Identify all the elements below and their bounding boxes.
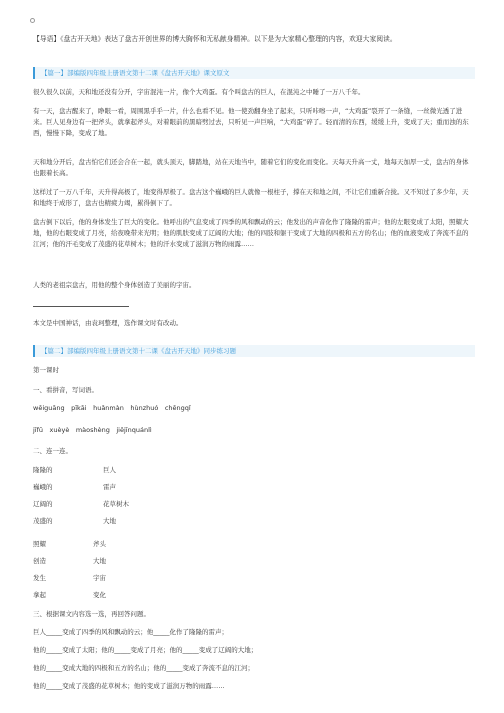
match2-right-4: 变化 (93, 591, 106, 599)
match-left-3: 辽阔的 (33, 500, 53, 508)
section-header-2 (33, 345, 475, 357)
match2-left-4: 拿起 (33, 591, 46, 599)
match2-left-1: 照耀 (33, 540, 46, 548)
footnote-text: 本文是中国神话，由袁珂整理，选作课文时有改动。 (33, 319, 183, 327)
match-left-2: 巍峨的 (33, 483, 53, 491)
period-label: 第一课时 (33, 366, 59, 374)
bullet-mark (30, 18, 35, 23)
pinyin-row-1: wēiguāng pīkāi huǎnmàn hùnzhuó chēngqǐ (33, 404, 191, 412)
paragraph-3: 天和地分开后，盘古怕它们还会合在一起，就头顶天，脚踏地，站在天地当中，随着它们的变化而变化。天每天升高一丈，地每天加厚一丈，盘古的身体也跟着长高。 (33, 158, 469, 177)
intro-text: 【导语】《盘古开天地》表达了盘古开创世界的博大胸怀和无私献身精神。以下是为大家精心整理的内容，欢迎大家阅读。 (33, 35, 397, 43)
match2-left-3: 发生 (33, 574, 46, 582)
section-title-2: 【篇二】部编版四年级上册语文第十二课《盘古开天地》同步练习题 (41, 347, 236, 355)
match-left-1: 隆隆的 (33, 466, 53, 474)
question-2: 二、连一连。 (33, 447, 72, 455)
question-1: 一、看拼音，写词语。 (33, 386, 98, 394)
paragraph-1: 很久很久以前，天和地还没有分开，宇宙混沌一片，像个大鸡蛋。有个叫盘古的巨人，在混沌之中睡了一万八千年。 (33, 88, 365, 96)
footnote-separator (33, 306, 129, 307)
fill-line-1: 巨人_____变成了四季的风和飘动的云；他_____化作了隆隆的雷声； (33, 628, 228, 636)
match-right-3: 花草树木 (103, 500, 129, 508)
match2-right-1: 斧头 (93, 540, 106, 548)
fill-line-3: 他的_____变成大地的四极和五方的名山；他的_____变成了奔流不息的江河； (33, 664, 254, 672)
match2-right-2: 大地 (93, 557, 106, 565)
match-left-4: 茂盛的 (33, 517, 53, 525)
match-right-1: 巨人 (103, 466, 116, 474)
question-3: 三、根据课文内容选一选，再回答问题。 (33, 610, 150, 618)
paragraph-5: 盘古倒下以后，他的身体发生了巨大的变化。他呼出的气息变成了四季的风和飘动的云；他发出的声音化作了隆隆的雷声；他的左眼变成了太阳，照耀大地，他的右眼变成了月亮，给夜晚带来光明；他的肌肤变成了辽阔的大地；他的四肢和躯干变成了大地的四极和五方的名山；他的血液变成了奔流不息的江河；他的汗毛变成了茂盛的花草树木；他的汗水变成了滋润万物的雨露…… (33, 218, 469, 248)
fill-line-4: 他的_____变成了茂盛的花草树木；他的变成了滋润万物的雨露…… (33, 682, 225, 690)
match2-right-3: 宇宙 (93, 574, 106, 582)
match2-left-2: 创造 (33, 557, 46, 565)
pinyin-row-2: jīfū xuèyè màoshèng jiějīnquánlì (33, 426, 152, 434)
section-header-1 (33, 67, 475, 79)
paragraph-2: 有一天，盘古醒来了，睁眼一看，周围黑乎乎一片，什么也看不见。他一使劲翻身坐了起来，只听咔嚓一声，“大鸡蛋”裂开了一条缝，一丝微光透了进来。巨人见身边有一把斧头，就拿起斧头，对着眼前的黑暗劈过去，只听见一声巨响，“大鸡蛋”碎了。轻而清的东西，缓缓上升，变成了天；重而浊的东西，慢慢下降，变成了地。 (33, 107, 469, 137)
fill-line-2: 他的_____变成了太阳；他的_____变成了月亮；他的_____变成了辽阔的大地； (33, 646, 258, 654)
match-right-2: 雷声 (103, 483, 116, 491)
paragraph-4: 这样过了一万八千年，天升得高极了，地变得厚极了。盘古这个巍峨的巨人就像一根柱子，撑在天和地之间，不让它们重新合拢。又不知过了多少年，天和地终于成形了，盘古也精疲力竭，累得倒下了。 (33, 188, 469, 207)
section-title-1: 【篇一】部编版四年级上册语文第十二课《盘古开天地》课文原文 (41, 69, 230, 77)
match-right-4: 大地 (103, 517, 116, 525)
paragraph-6: 人类的老祖宗盘古，用他的整个身体创造了美丽的宇宙。 (33, 281, 196, 289)
